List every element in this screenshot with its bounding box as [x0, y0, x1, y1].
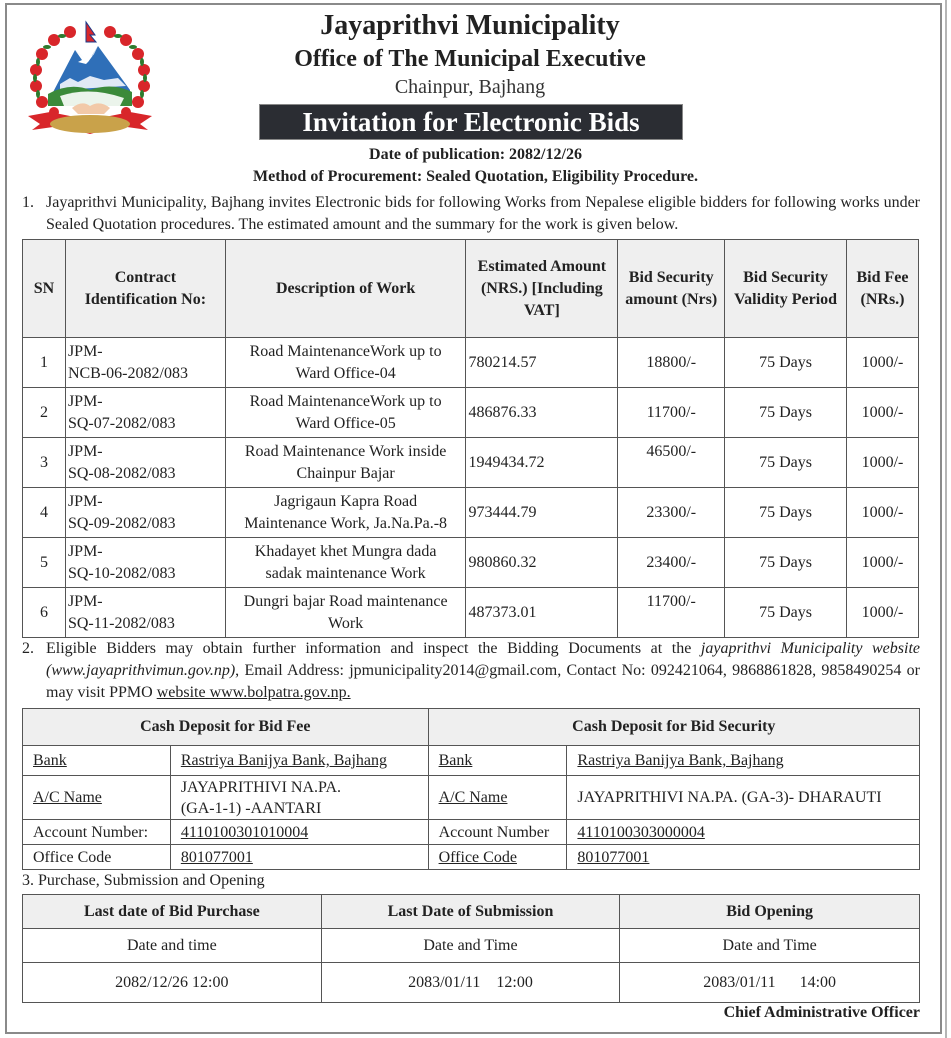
table-row: [23, 338, 919, 388]
bid-fee-cell: 1000/-: [847, 588, 919, 638]
invitation-banner: Invitation for Electronic Bids: [259, 104, 683, 140]
estimated-amount-cell: 487373.01: [466, 588, 618, 638]
sn-cell: 5: [23, 538, 66, 588]
sn-cell: 2: [23, 388, 66, 438]
col-sn: SN: [23, 240, 66, 338]
validity-cell: 75 Days: [725, 488, 847, 538]
section-1-paragraph: [22, 192, 920, 236]
bid-security-cell: 46500/-: [618, 438, 725, 488]
contract-id-cell: [65, 338, 225, 388]
section-text: Jayaprithvi Municipality, Bajhang invites Electronic bids for following Works from Nepalese eligible bidders for following works under Sealed Quotation procedures. The estimated amount and the summary for the work is given below.: [46, 194, 920, 233]
bid-fee-cell: 1000/-: [847, 338, 919, 388]
description-line: Ward Office-05: [295, 414, 396, 432]
col-contract-id: Contract Identification No:: [65, 240, 225, 338]
contract-id-line: SQ-07-2082/083: [67, 415, 176, 432]
procurement-method: Method of Procurement: Sealed Quotation, Eligibility Procedure.: [253, 168, 698, 185]
table-row: [23, 538, 919, 588]
bolpatra-website-link[interactable]: website www.bolpatra.gov.np.: [156, 684, 351, 701]
description-line: Dungri bajar Road maintenance: [243, 592, 448, 610]
deposit-table: [22, 708, 920, 870]
security-ac-name: JAYAPRITHIVI NA.PA. (GA-3)- DHARAUTI: [567, 776, 920, 820]
opening-datetime: 2083/01/11 14:00: [620, 963, 920, 1003]
validity-cell: 75 Days: [725, 438, 847, 488]
fee-bank-value: Rastriya Banijya Bank, Bajhang: [170, 746, 428, 776]
bid-purchase-header: Last date of Bid Purchase: [23, 895, 322, 929]
validity-cell: 75 Days: [725, 588, 847, 638]
section-number: 1.: [22, 194, 34, 211]
section-2-paragraph: [22, 638, 920, 704]
security-office-code-label: Office Code: [428, 845, 567, 870]
section-text: [22, 638, 920, 704]
fee-ac-name: JAYAPRITHIVI NA.PA. (GA-1-1) -AANTARI: [170, 776, 428, 820]
nepal-emblem-icon: [20, 20, 160, 140]
validity-cell: 75 Days: [725, 538, 847, 588]
opening-header: Bid Opening: [620, 895, 920, 929]
bid-security-cell: 11700/-: [618, 388, 725, 438]
description-line: Work: [328, 614, 364, 632]
bid-security-cell: 23300/-: [618, 488, 725, 538]
description-line: Road MaintenanceWork up to: [249, 392, 442, 410]
description-cell: [225, 538, 466, 588]
security-ac-label: A/C Name: [428, 776, 567, 820]
municipality-title: Jayaprithvi Municipality: [320, 10, 620, 41]
bid-security-cell: 18800/-: [618, 338, 725, 388]
text: , Email Address: jpmunicipality2014@gmail.com, Contact No: 092421064, 9868861828, 9858490254 or may visit PPMO: [46, 662, 920, 701]
contract-id-line: JPM-: [67, 343, 103, 360]
municipality-website-link[interactable]: jayaprithvi Municipality website (www.jayaprithvimun.gov.np): [46, 640, 920, 679]
contract-id-cell: [65, 438, 225, 488]
submission-datetime: 2083/01/11 12:00: [321, 963, 620, 1003]
description-cell: [225, 438, 466, 488]
bid-fee-cell: 1000/-: [847, 388, 919, 438]
bid-fee-deposit-header: Cash Deposit for Bid Fee: [23, 709, 429, 746]
contract-id-line: SQ-08-2082/083: [67, 465, 176, 482]
col-bid-fee: Bid Fee (NRs.): [847, 240, 919, 338]
sn-cell: 6: [23, 588, 66, 638]
description-cell: [225, 588, 466, 638]
works-table: [22, 239, 919, 638]
bid-security-cell: 23400/-: [618, 538, 725, 588]
col-description: Description of Work: [225, 240, 466, 338]
description-line: sadak maintenance Work: [265, 564, 426, 582]
contract-id-line: SQ-11-2082/083: [67, 615, 175, 632]
bid-security-cell: 11700/-: [618, 588, 725, 638]
validity-cell: 75 Days: [725, 338, 847, 388]
bid-purchase-subheader: Date and time: [23, 929, 322, 963]
contract-id-cell: [65, 588, 225, 638]
security-account-number-label: Account Number: [428, 820, 567, 845]
fee-office-code-label: Office Code: [23, 845, 171, 870]
description-cell: [225, 488, 466, 538]
bid-fee-cell: 1000/-: [847, 538, 919, 588]
section-number: 2.: [22, 640, 34, 657]
description-cell: [225, 338, 466, 388]
sn-cell: 4: [23, 488, 66, 538]
fee-office-code: 801077001: [170, 845, 428, 870]
description-line: Jagrigaun Kapra Road: [274, 492, 418, 510]
bid-security-deposit-header: Cash Deposit for Bid Security: [428, 709, 919, 746]
description-line: Road Maintenance Work inside: [244, 442, 447, 460]
contract-id-line: JPM-: [67, 443, 103, 460]
description-line: Road MaintenanceWork up to: [249, 342, 442, 360]
table-row: [23, 388, 919, 438]
sn-cell: 3: [23, 438, 66, 488]
security-bank-value: Rastriya Banijya Bank, Bajhang: [567, 746, 920, 776]
text: Eligible Bidders may obtain further information and inspect the Bidding Documents at the: [46, 640, 701, 657]
fee-account-number: 4110100301010004: [170, 820, 428, 845]
validity-cell: 75 Days: [725, 388, 847, 438]
signatory-title: Chief Administrative Officer: [723, 1004, 920, 1021]
fee-ac-label: A/C Name: [23, 776, 171, 820]
bid-fee-cell: 1000/-: [847, 438, 919, 488]
col-bid-security: Bid Security amount (Nrs): [618, 240, 725, 338]
description-line: Khadayet khet Mungra dada: [254, 542, 437, 560]
table-row: [23, 438, 919, 488]
fee-account-number-label: Account Number:: [23, 820, 171, 845]
bid-purchase-datetime: 2082/12/26 12:00: [23, 963, 322, 1003]
description-line: Ward Office-04: [295, 364, 396, 382]
table-row: [23, 588, 919, 638]
fee-bank-label: Bank: [23, 746, 171, 776]
submission-subheader: Date and Time: [321, 929, 620, 963]
notice-header: [170, 8, 770, 100]
table-row: [23, 488, 919, 538]
section-3-title: 3. Purchase, Submission and Opening: [22, 872, 265, 889]
office-location: Chainpur, Bajhang: [394, 76, 546, 98]
description-line: Chainpur Bajar: [296, 464, 395, 482]
publication-date: Date of publication: 2082/12/26: [369, 146, 582, 163]
contract-id-line: JPM-: [67, 543, 103, 560]
contract-id-line: JPM-: [67, 393, 103, 410]
contract-id-line: SQ-09-2082/083: [67, 515, 176, 532]
contract-id-cell: [65, 488, 225, 538]
col-estimated-amount: Estimated Amount (NRS.) [Including VAT]: [466, 240, 618, 338]
contract-id-line: SQ-10-2082/083: [67, 565, 176, 582]
contract-id-line: NCB-06-2082/083: [67, 365, 188, 382]
submission-header: Last Date of Submission: [321, 895, 620, 929]
contract-id-cell: [65, 538, 225, 588]
contract-id-cell: [65, 388, 225, 438]
bid-fee-cell: 1000/-: [847, 488, 919, 538]
sn-cell: 1: [23, 338, 66, 388]
estimated-amount-cell: 486876.33: [466, 388, 618, 438]
dates-table: [22, 894, 920, 1003]
description-cell: [225, 388, 466, 438]
office-title: Office of The Municipal Executive: [294, 46, 646, 72]
col-validity: Bid Security Validity Period: [725, 240, 847, 338]
estimated-amount-cell: 980860.32: [466, 538, 618, 588]
estimated-amount-cell: 780214.57: [466, 338, 618, 388]
security-office-code: 801077001: [567, 845, 920, 870]
contract-id-line: JPM-: [67, 493, 103, 510]
estimated-amount-cell: 1949434.72: [466, 438, 618, 488]
security-bank-label: Bank: [428, 746, 567, 776]
table-header-row: [23, 240, 919, 338]
security-account-number: 4110100303000004: [567, 820, 920, 845]
estimated-amount-cell: 973444.79: [466, 488, 618, 538]
contract-id-line: JPM-: [67, 593, 103, 610]
description-line: Maintenance Work, Ja.Na.Pa.-8: [244, 514, 448, 532]
opening-subheader: Date and Time: [620, 929, 920, 963]
